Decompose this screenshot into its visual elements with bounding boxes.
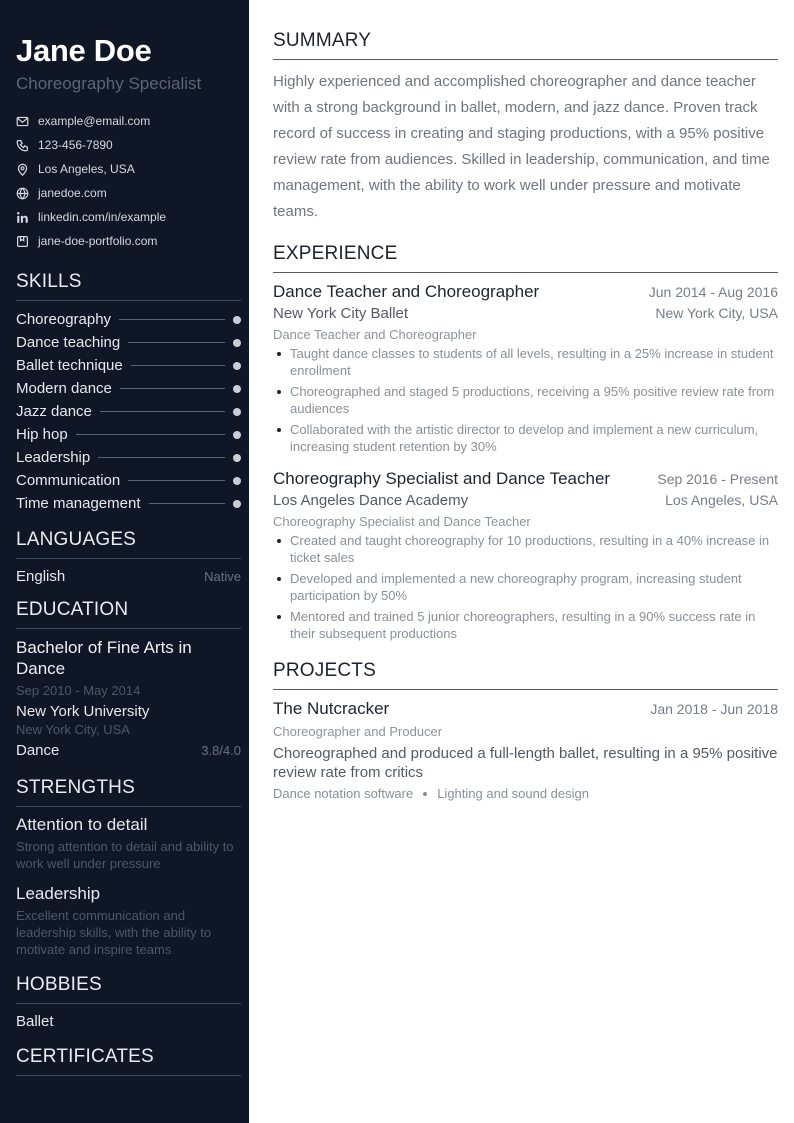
contact-linkedin[interactable] <box>16 205 241 229</box>
job-bullet: Collaborated with the artistic director to develop and implement a new curriculum, increasing student retention by 30% <box>273 421 778 455</box>
skill-dot <box>233 500 241 508</box>
skill-line <box>149 503 226 504</box>
strength-desc: Excellent communication and leadership skills, with the ability to motivate and inspire teams <box>16 908 212 957</box>
languages-heading: LANGUAGES <box>16 529 241 559</box>
job-company-row <box>273 305 778 322</box>
skills-list <box>16 308 241 515</box>
strength-desc: Strong attention to detail and ability to work well under pressure <box>16 839 234 871</box>
mail-icon <box>16 115 29 128</box>
job-location: Los Angeles, USA <box>665 492 778 508</box>
contact-location <box>16 157 241 181</box>
contact-list <box>16 109 241 253</box>
strengths-heading: STRENGTHS <box>16 777 241 807</box>
hobbies-heading: HOBBIES <box>16 974 241 1004</box>
job-dates: Sep 2016 - Present <box>657 471 778 487</box>
job-bullet: Mentored and trained 5 junior choreographers, resulting in a 90% success rate in their subsequent productions <box>273 608 778 642</box>
skill-item <box>16 308 241 331</box>
skill-item <box>16 423 241 446</box>
education-gpa: 3.8/4.0 <box>201 743 241 758</box>
education-school: New York University <box>16 703 150 720</box>
skill-label: Hip hop <box>16 426 68 443</box>
job-entry <box>273 282 778 455</box>
main-content <box>249 0 794 1123</box>
skill-line <box>128 342 225 343</box>
job-header <box>273 282 778 302</box>
strength-title: Leadership <box>16 884 101 903</box>
project-role: Choreographer and Producer <box>273 724 443 739</box>
skill-line <box>76 434 225 435</box>
skill-item <box>16 492 241 515</box>
skill-line <box>98 457 225 458</box>
contact-portfolio-text: jane-doe-portfolio.com <box>38 234 158 248</box>
job-title: Dance Teacher and Choreographer <box>273 282 540 301</box>
skill-item <box>16 400 241 423</box>
education-degree: Bachelor of Fine Arts in Dance <box>16 638 192 678</box>
skill-dot <box>233 408 241 416</box>
skill-dot <box>233 385 241 393</box>
summary-section <box>273 30 778 225</box>
hobby-item: Ballet <box>16 1013 54 1030</box>
contact-phone-text: 123-456-7890 <box>38 138 113 152</box>
job-bullets <box>273 345 778 455</box>
hobbies-section <box>16 974 241 1030</box>
job-bullet: Choreographed and staged 5 productions, receiving a 95% positive review rate from audiences <box>273 383 778 417</box>
skill-label: Dance teaching <box>16 334 121 351</box>
education-section <box>16 599 241 759</box>
skill-line <box>100 411 225 412</box>
job-entry <box>273 469 778 642</box>
job-company: Los Angeles Dance Academy <box>273 492 469 509</box>
job-role: Dance Teacher and Choreographer <box>273 327 477 342</box>
contact-portfolio[interactable] <box>16 229 241 253</box>
language-item <box>16 568 241 585</box>
certificates-section <box>16 1046 241 1076</box>
job-bullet: Created and taught choreography for 10 productions, resulting in a 40% increase in ticket sales <box>273 532 778 566</box>
contact-website-text: janedoe.com <box>38 186 107 200</box>
job-header <box>273 469 778 489</box>
project-header <box>273 699 778 719</box>
skill-dot <box>233 316 241 324</box>
experience-heading: EXPERIENCE <box>273 243 778 273</box>
skill-line <box>120 388 225 389</box>
tag-separator <box>423 792 427 796</box>
skill-label: Leadership <box>16 449 91 466</box>
candidate-title: Choreography Specialist <box>16 74 202 93</box>
contact-email[interactable] <box>16 109 241 133</box>
phone-icon <box>16 139 29 152</box>
job-company-row <box>273 492 778 509</box>
skill-label: Modern dance <box>16 380 112 397</box>
education-heading: EDUCATION <box>16 599 241 629</box>
job-bullet: Developed and implemented a new choreography program, increasing student participation by 50% <box>273 570 778 604</box>
skill-item <box>16 469 241 492</box>
education-field: Dance <box>16 742 60 759</box>
skill-dot <box>233 454 241 462</box>
summary-text: Highly experienced and accomplished choreographer and dance teacher with a strong background in ballet, modern, and jazz dance. Proven track record of success in creating and staging productions, with a 95% positive review rate from audiences. Skilled in leadership, communication, and time management, with the ability to work well under pressure and motivate teams. <box>273 73 770 220</box>
contact-linkedin-text: linkedin.com/in/example <box>38 210 167 224</box>
job-location: New York City, USA <box>655 305 778 321</box>
education-field-row <box>16 742 241 759</box>
project-tag: Dance notation software <box>273 786 414 801</box>
strengths-section <box>16 777 241 958</box>
skill-label: Jazz dance <box>16 403 92 420</box>
skill-line <box>131 365 225 366</box>
job-role: Choreography Specialist and Dance Teacher <box>273 514 531 529</box>
language-name: English <box>16 568 66 585</box>
job-dates: Jun 2014 - Aug 2016 <box>648 284 778 300</box>
location-icon <box>16 163 29 176</box>
skill-label: Choreography <box>16 311 112 328</box>
skill-line <box>128 480 225 481</box>
skill-item <box>16 331 241 354</box>
project-desc: Choreographed and produced a full-length ballet, resulting in a 95% positive review rate from critics <box>273 745 778 781</box>
projects-section <box>273 660 778 801</box>
language-level: Native <box>204 569 241 584</box>
skill-dot <box>233 339 241 347</box>
skill-label: Time management <box>16 495 141 512</box>
skill-item <box>16 446 241 469</box>
globe-icon <box>16 187 29 200</box>
project-dates: Jan 2018 - Jun 2018 <box>650 701 778 717</box>
skills-section <box>16 271 241 515</box>
project-tags <box>273 786 778 801</box>
skill-item <box>16 354 241 377</box>
job-bullet: Taught dance classes to students of all levels, resulting in a 25% increase in student enrollment <box>273 345 778 379</box>
sidebar <box>0 0 249 1123</box>
portfolio-icon <box>16 235 29 248</box>
education-dates: Sep 2010 - May 2014 <box>16 683 141 698</box>
strength-title: Attention to detail <box>16 815 148 834</box>
skill-dot <box>233 477 241 485</box>
skill-label: Communication <box>16 472 121 489</box>
skill-line <box>119 319 225 320</box>
job-company: New York City Ballet <box>273 305 409 322</box>
summary-heading: SUMMARY <box>273 30 778 60</box>
education-location: New York City, USA <box>16 722 130 737</box>
contact-email-text: example@email.com <box>38 114 151 128</box>
project-tag: Lighting and sound design <box>437 786 589 801</box>
job-bullets <box>273 532 778 642</box>
projects-heading: PROJECTS <box>273 660 778 690</box>
contact-location-text: Los Angeles, USA <box>38 162 135 176</box>
experience-section <box>273 243 778 642</box>
linkedin-icon <box>16 211 29 224</box>
skill-label: Ballet technique <box>16 357 123 374</box>
project-title: The Nutcracker <box>273 699 390 718</box>
languages-section <box>16 529 241 585</box>
skill-dot <box>233 431 241 439</box>
job-title: Choreography Specialist and Dance Teacher <box>273 469 611 488</box>
skills-heading: SKILLS <box>16 271 241 301</box>
contact-phone[interactable] <box>16 133 241 157</box>
contact-website[interactable] <box>16 181 241 205</box>
project-entry <box>273 699 778 801</box>
skill-dot <box>233 362 241 370</box>
candidate-name: Jane Doe <box>16 33 152 68</box>
skill-item <box>16 377 241 400</box>
certificates-heading: CERTIFICATES <box>16 1046 241 1076</box>
